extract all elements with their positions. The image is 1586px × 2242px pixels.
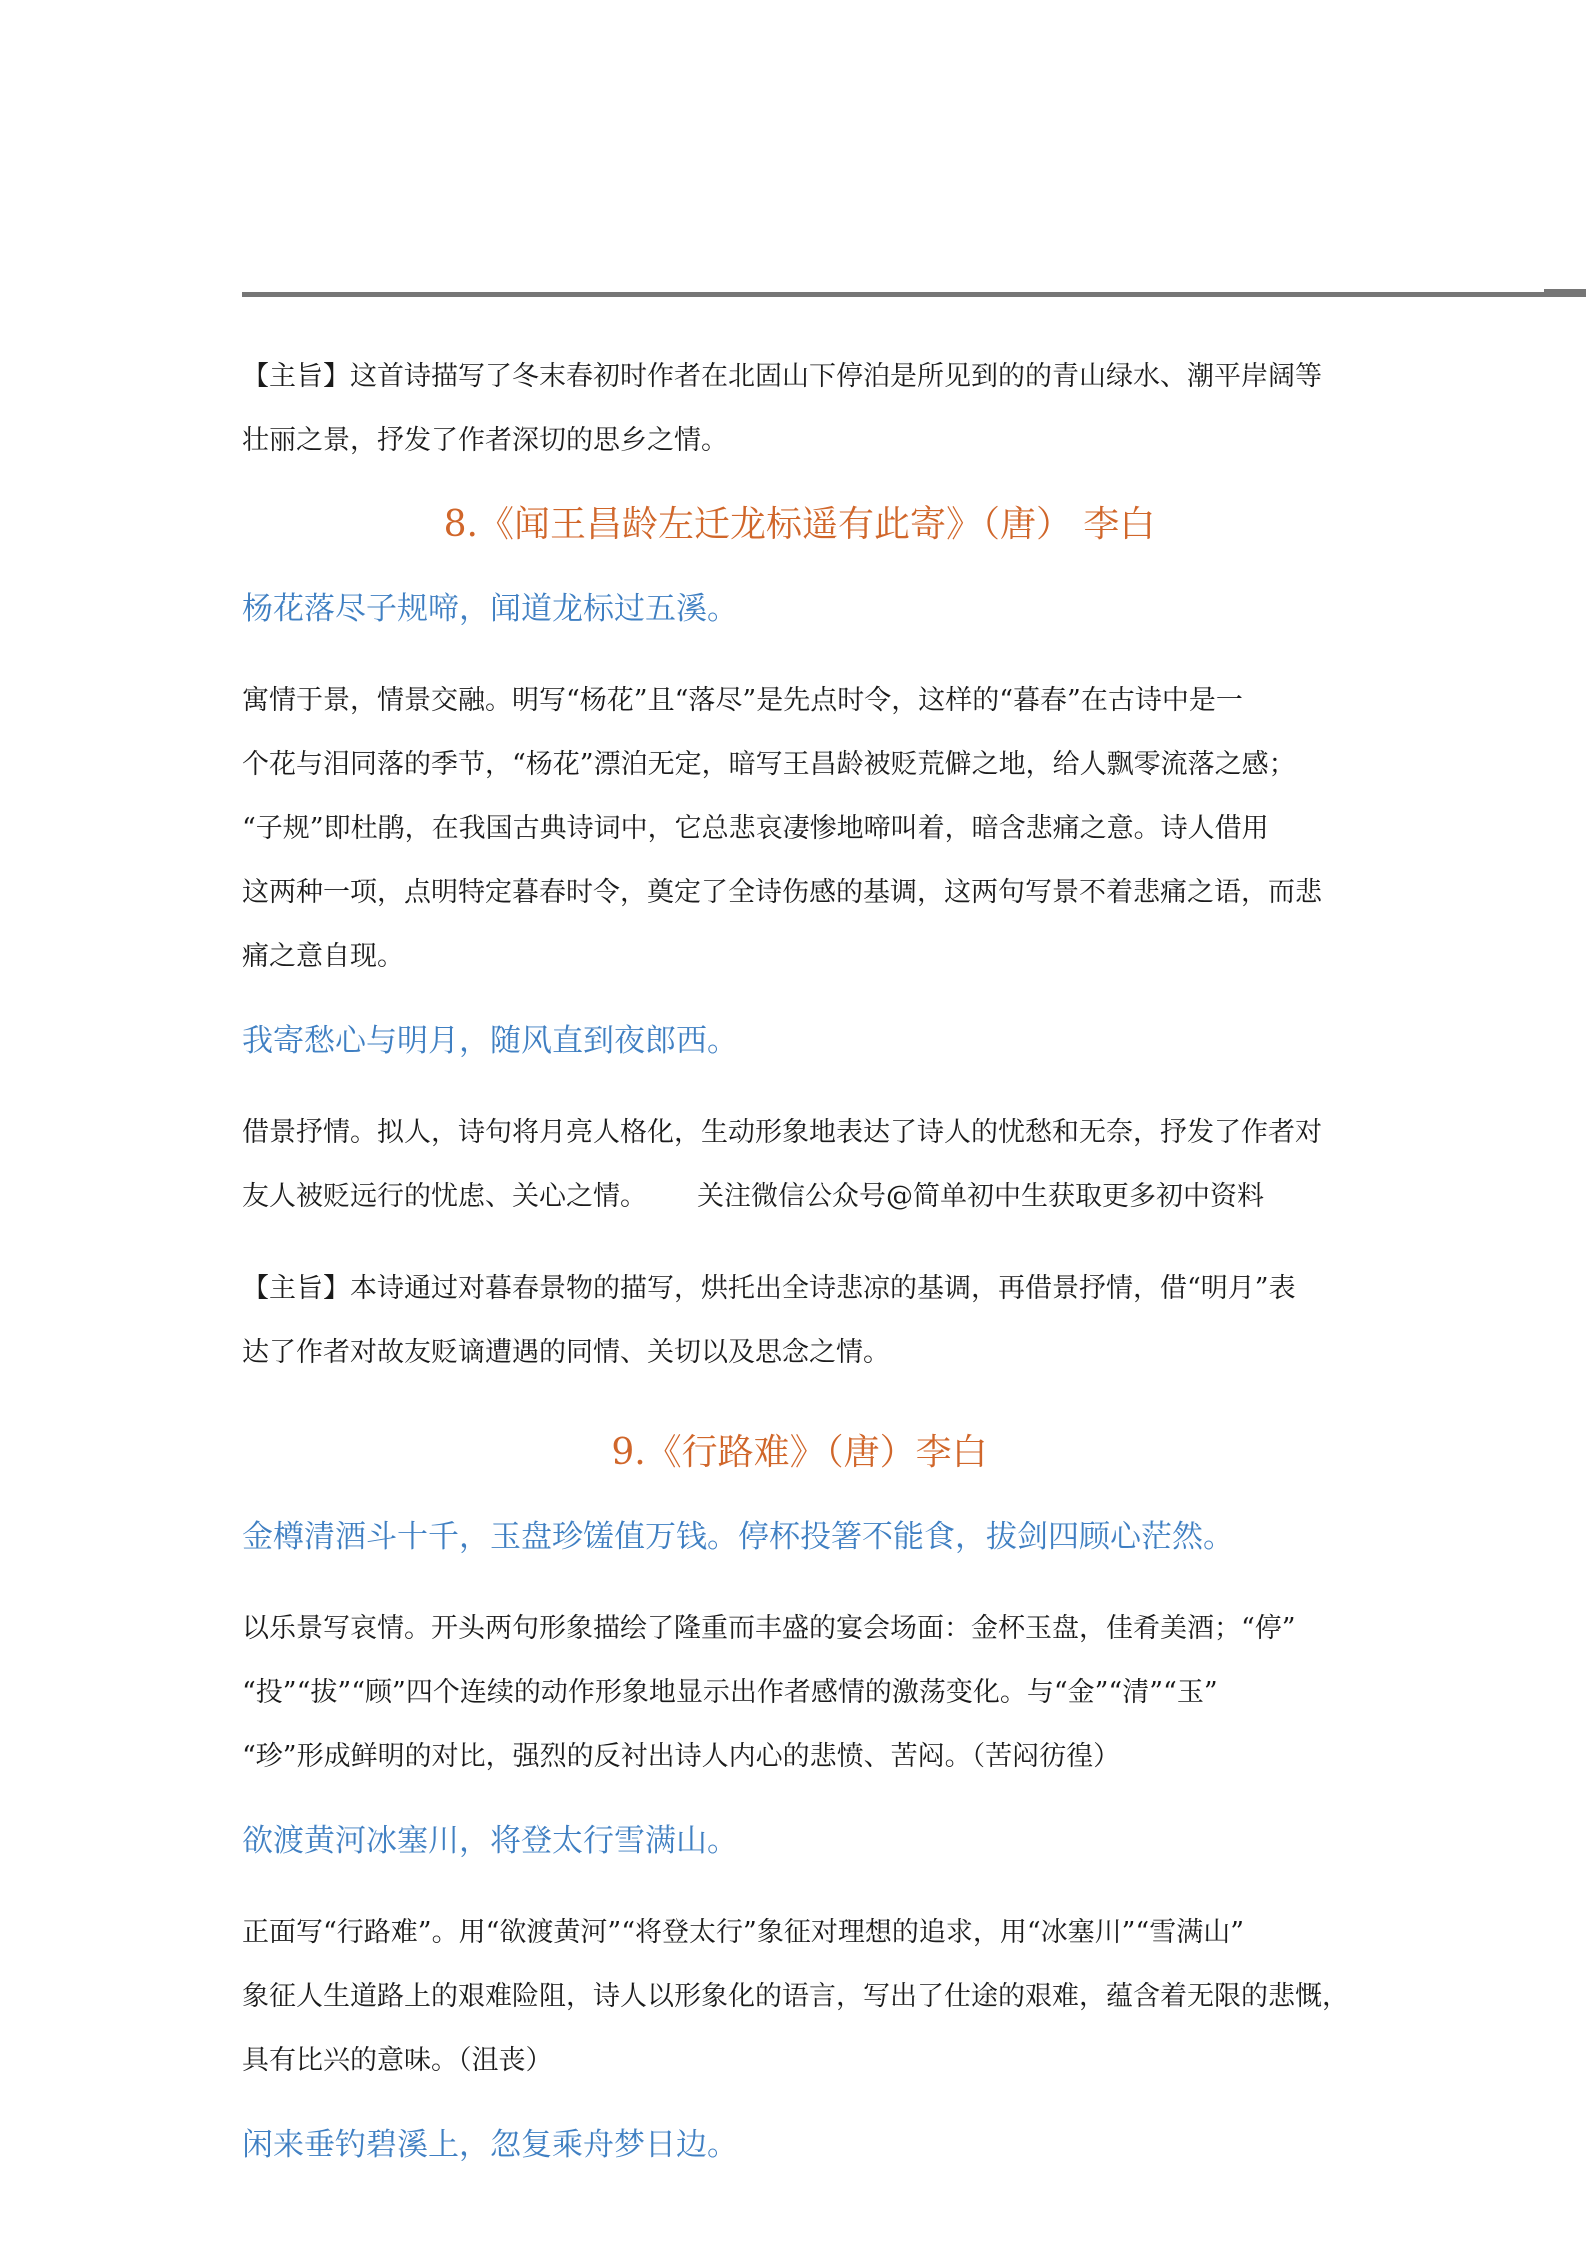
verse-line: 杨花落尽子规啼，闻道龙标过五溪。 — [242, 591, 738, 627]
analysis-text: 友人被贬远行的忧虑、关心之情。 — [242, 1181, 647, 1212]
header-rule-tab — [1544, 289, 1586, 297]
analysis-line — [242, 1165, 1357, 1229]
analysis-line: “投”“拔”“顾”四个连续的动作形象地显示出作者感情的激荡变化。与“金”“清”“玉” — [242, 1677, 1218, 1708]
analysis-line: 具有比兴的意味。（沮丧） — [242, 2045, 553, 2076]
header-rule — [242, 292, 1544, 297]
analysis-line: 寓情于景，情景交融。明写“杨花”且“落尽”是先点时令，这样的“暮春”在古诗中是一 — [242, 685, 1243, 716]
poem-heading: 8.《闻王昌龄左迁龙标遥有此寄》（唐） 李白 — [443, 504, 1156, 545]
summary-line: 壮丽之景，抒发了作者深切的思乡之情。 — [242, 425, 728, 456]
analysis-line: 这两种一项，点明特定暮春时令，奠定了全诗伤感的基调，这两句写景不着悲痛之语，而悲 — [242, 877, 1322, 908]
analysis-line: 痛之意自现。 — [242, 941, 404, 972]
analysis-line: 象征人生道路上的艰难险阻，诗人以形象化的语言，写出了仕途的艰难，蕴含着无限的悲慨， — [242, 1981, 1349, 2012]
promo-notice: 关注微信公众号@简单初中生获取更多初中资料 — [697, 1181, 1264, 1212]
summary-line: 【主旨】本诗通过对暮春景物的描写，烘托出全诗悲凉的基调，再借景抒情，借“明月”表 — [242, 1273, 1296, 1304]
analysis-line: “珍”形成鲜明的对比，强烈的反衬出诗人内心的悲愤、苦闷。（苦闷彷徨） — [242, 1741, 1121, 1772]
analysis-line: “子规”即杜鹃，在我国古典诗词中，它总悲哀凄惨地啼叫着，暗含悲痛之意。诗人借用 — [242, 813, 1269, 844]
analysis-line: 以乐景写哀情。开头两句形象描绘了隆重而丰盛的宴会场面：金杯玉盘，佳肴美酒；“停” — [242, 1613, 1296, 1644]
verse-line: 我寄愁心与明月，随风直到夜郎西。 — [242, 1023, 738, 1059]
analysis-line: 借景抒情。拟人，诗句将月亮人格化，生动形象地表达了诗人的忧愁和无奈，抒发了作者对 — [242, 1117, 1322, 1148]
verse-line: 金樽清酒斗十千，玉盘珍馐值万钱。停杯投箸不能食，拔剑四顾心茫然。 — [242, 1519, 1234, 1555]
verse-line: 欲渡黄河冰塞川，将登太行雪满山。 — [242, 1823, 738, 1859]
analysis-line: 正面写“行路难”。用“欲渡黄河”“将登太行”象征对理想的追求，用“冰塞川”“雪满山” — [242, 1917, 1245, 1948]
summary-line: 【主旨】这首诗描写了冬末春初时作者在北固山下停泊是所见到的的青山绿水、潮平岸阔等 — [242, 361, 1322, 392]
page-body — [242, 345, 1357, 2177]
summary-line: 达了作者对故友贬谪遭遇的同情、关切以及思念之情。 — [242, 1337, 890, 1368]
poem-heading: 9.《行路难》（唐）李白 — [611, 1432, 988, 1473]
verse-line: 闲来垂钓碧溪上，忽复乘舟梦日边。 — [242, 2127, 738, 2163]
analysis-line: 个花与泪同落的季节，“杨花”漂泊无定，暗写王昌龄被贬荒僻之地，给人飘零流落之感； — [242, 749, 1296, 780]
